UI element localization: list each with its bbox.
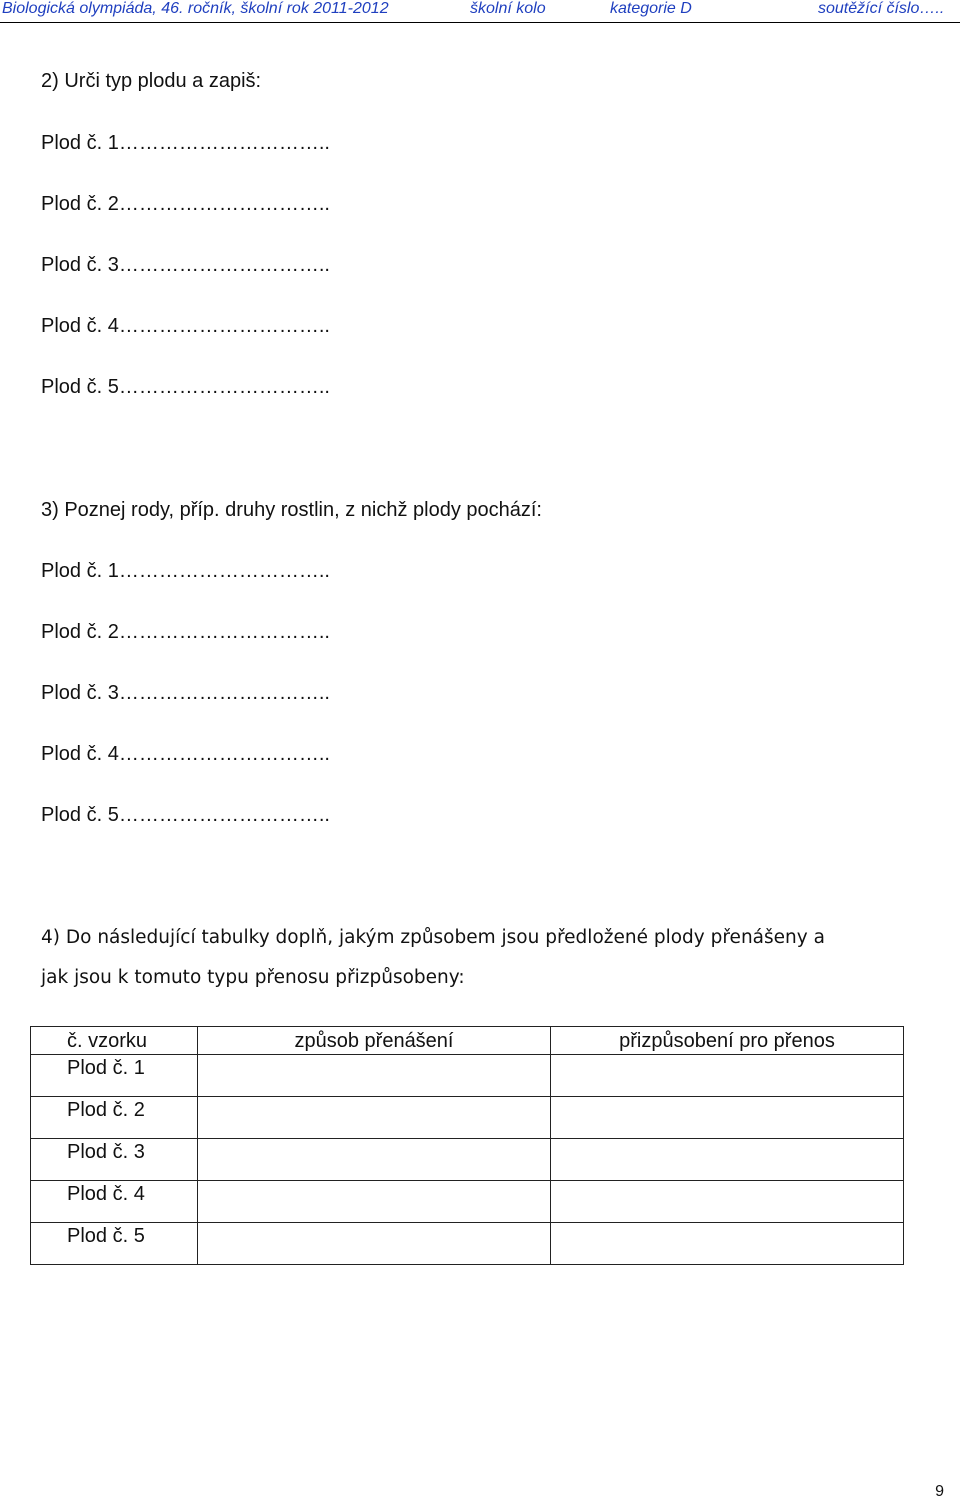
answer-cell-adaptation[interactable] (551, 1139, 904, 1181)
table-cell-sample (31, 1139, 198, 1181)
q2-line-4: Plod č. 4………………………….. (41, 315, 330, 337)
q3-line-5: Plod č. 5………………………….. (41, 804, 330, 826)
answer-cell-method[interactable] (198, 1223, 551, 1265)
row-label: Plod č. 1 (67, 1057, 145, 1079)
page-header (0, 0, 960, 23)
answer-cell-method[interactable] (198, 1181, 551, 1223)
header-olympiad: Biologická olympiáda, 46. ročník, školní rok 2011-2012 (2, 0, 389, 17)
answer-cell-method[interactable] (198, 1055, 551, 1097)
answer-cell-method[interactable] (198, 1097, 551, 1139)
answer-table (30, 1026, 904, 1265)
q2-line-2: Plod č. 2………………………….. (41, 193, 330, 215)
table-header-row (31, 1027, 904, 1055)
page-number: 9 (935, 1483, 944, 1500)
q2-line-1: Plod č. 1………………………….. (41, 132, 330, 154)
answer-cell-adaptation[interactable] (551, 1055, 904, 1097)
header-competitor-number: soutěžící číslo….. (818, 0, 945, 17)
q2-line-3: Plod č. 3………………………….. (41, 254, 330, 276)
answer-cell-adaptation[interactable] (551, 1223, 904, 1265)
q3-title: 3) Poznej rody, příp. druhy rostlin, z nichž plody pochází: (41, 499, 542, 521)
table-row (31, 1223, 904, 1265)
q4-instruction-line-1: 4) Do následující tabulky doplň, jakým způsobem jsou předložené plody přenášeny a (41, 927, 825, 948)
q3-line-1: Plod č. 1………………………….. (41, 560, 330, 582)
table-row (31, 1139, 904, 1181)
q3-line-2: Plod č. 2………………………….. (41, 621, 330, 643)
answer-cell-method[interactable] (198, 1139, 551, 1181)
row-label: Plod č. 5 (67, 1225, 145, 1247)
header-round: školní kolo (470, 0, 546, 17)
q2-title: 2) Urči typ plodu a zapiš: (41, 70, 262, 92)
header-sample-no: č. vzorku (67, 1029, 148, 1052)
header-category: kategorie D (610, 0, 692, 17)
table-row (31, 1097, 904, 1139)
row-label: Plod č. 2 (67, 1099, 145, 1121)
table-cell-sample (31, 1097, 198, 1139)
q3-line-3: Plod č. 3………………………….. (41, 682, 330, 704)
q3-line-4: Plod č. 4………………………….. (41, 743, 330, 765)
q4-instruction-line-2: jak jsou k tomuto typu přenosu přizpůsobeny: (41, 967, 465, 988)
answer-cell-adaptation[interactable] (551, 1097, 904, 1139)
answer-cell-adaptation[interactable] (551, 1181, 904, 1223)
table-row (31, 1055, 904, 1097)
table-row (31, 1181, 904, 1223)
table-header-cell (551, 1027, 904, 1055)
header-transfer-method: způsob přenášení (294, 1029, 454, 1052)
header-adaptation: přizpůsobení pro přenos (619, 1029, 835, 1052)
table-header-cell (31, 1027, 198, 1055)
q2-line-5: Plod č. 5………………………….. (41, 376, 330, 398)
table-header-cell (198, 1027, 551, 1055)
table-cell-sample (31, 1181, 198, 1223)
table-cell-sample (31, 1055, 198, 1097)
row-label: Plod č. 3 (67, 1141, 145, 1163)
table-cell-sample (31, 1223, 198, 1265)
row-label: Plod č. 4 (67, 1183, 145, 1205)
